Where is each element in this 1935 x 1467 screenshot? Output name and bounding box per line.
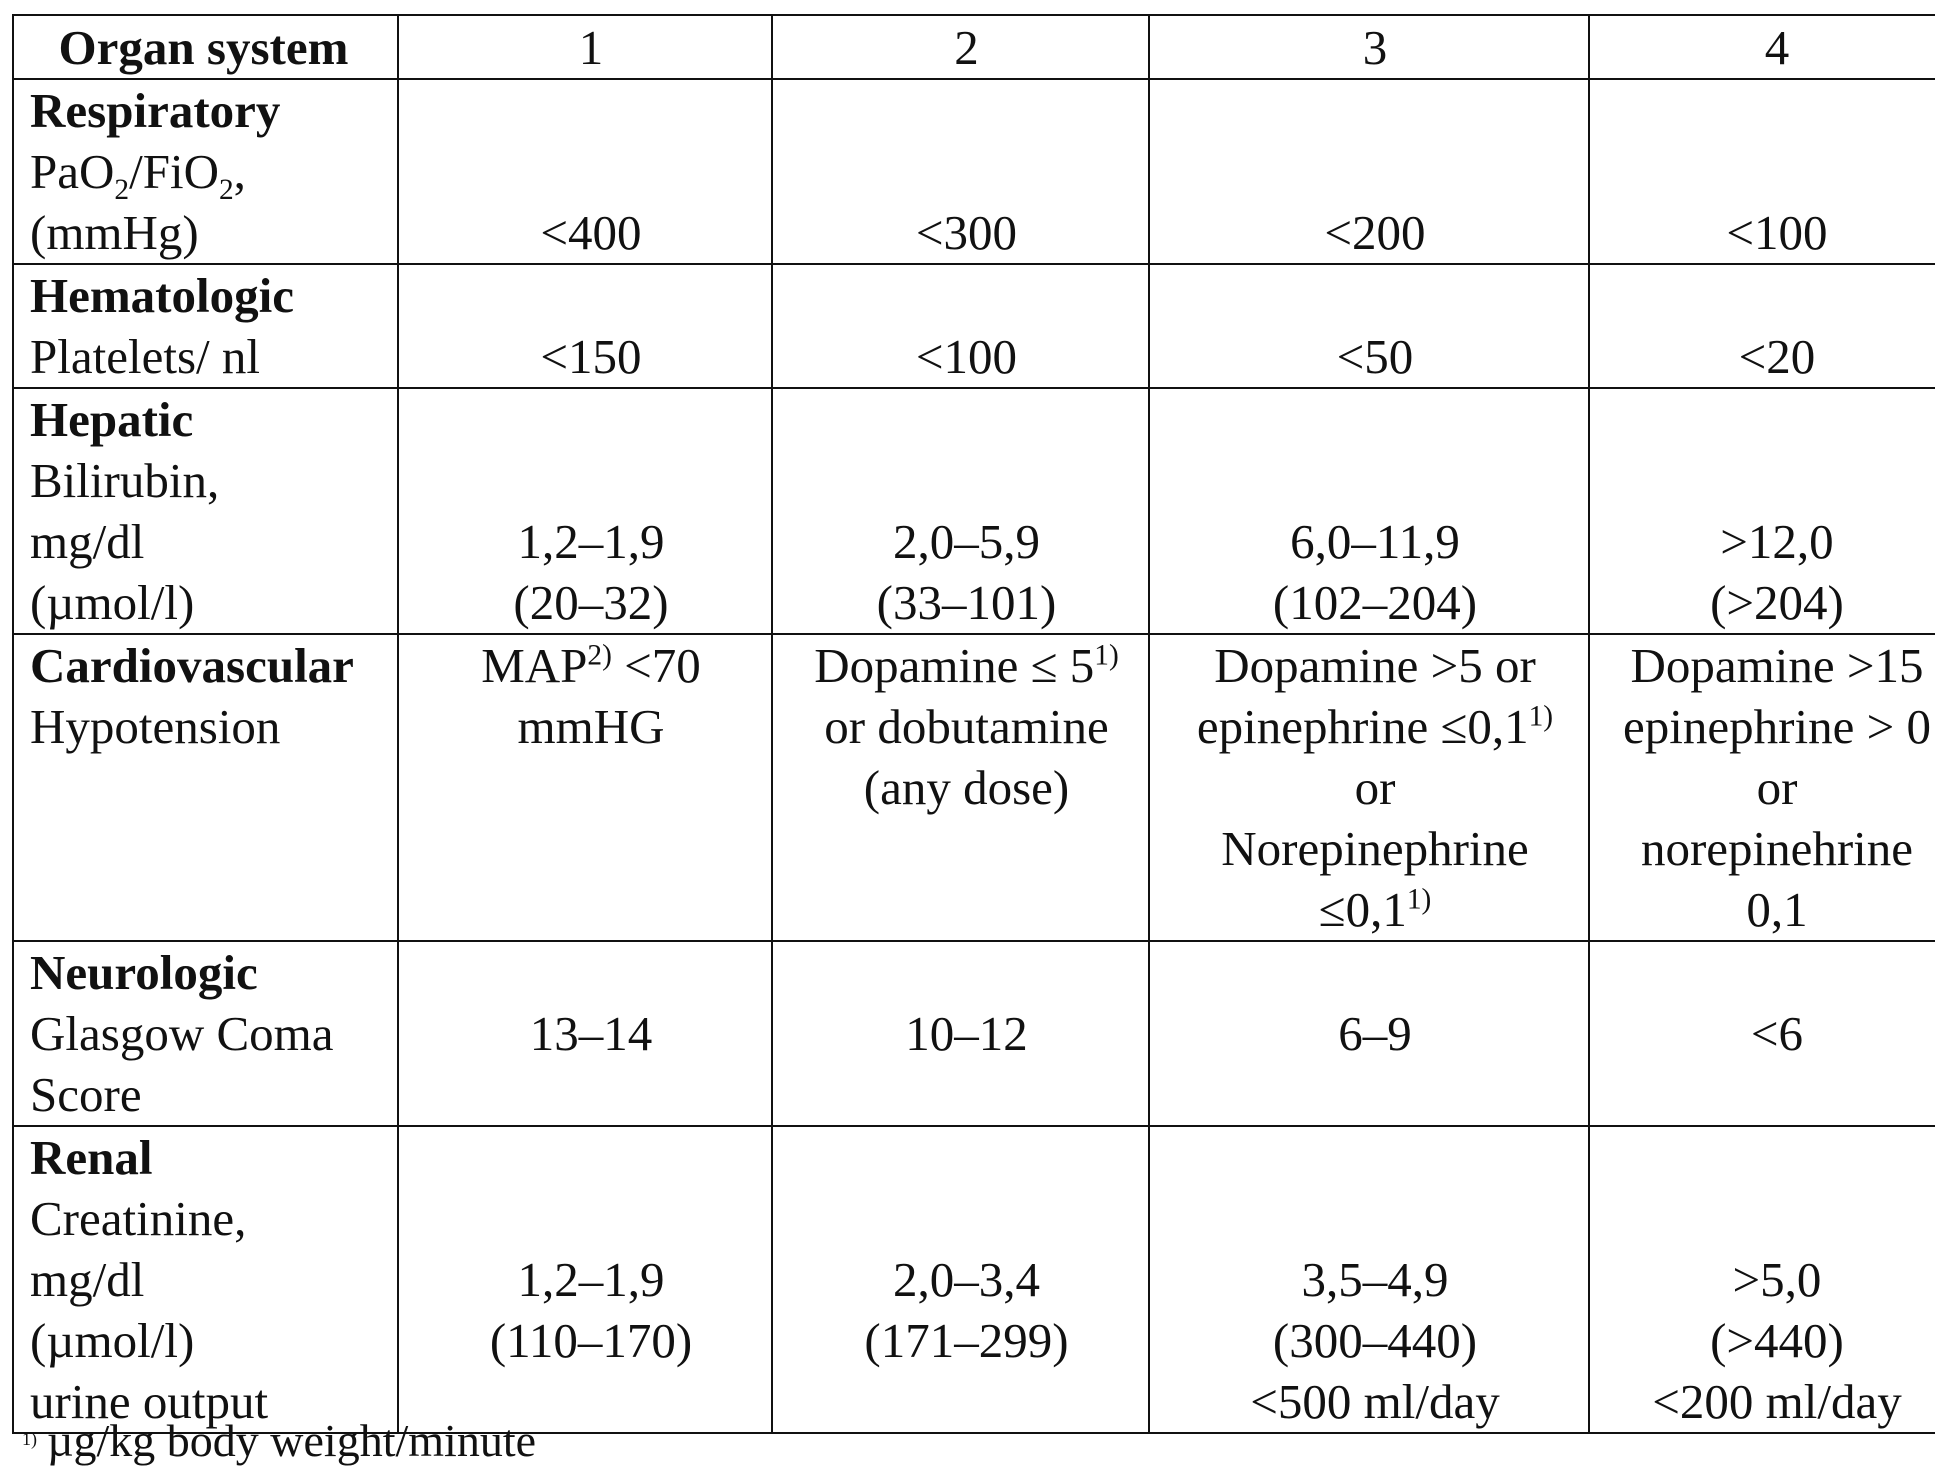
hematologic-label-cell — [13, 264, 398, 388]
hepatic-label-cell — [13, 388, 398, 634]
header-score-4: 4 — [1589, 15, 1935, 79]
header-score-2: 2 — [772, 15, 1149, 79]
hematologic-system-name: Hematologic — [30, 268, 294, 323]
renal-score-1: 1,2–1,9 (110–170) — [398, 1126, 772, 1433]
header-score-3: 3 — [1149, 15, 1589, 79]
neurologic-measure-2: Score — [30, 1067, 142, 1122]
respiratory-measure: PaO$_2$/FiO$_2$, — [30, 144, 246, 206]
cardiovascular-row — [13, 634, 1935, 941]
neurologic-measure-1: Glasgow Coma — [30, 1006, 334, 1061]
respiratory-score-4: <100 — [1589, 79, 1935, 264]
hepatic-score-1: 1,2–1,9 (20–32) — [398, 388, 772, 634]
hematologic-score-3: <50 — [1149, 264, 1589, 388]
renal-unit-urine: urine output — [30, 1374, 269, 1429]
respiratory-system-name: Respiratory — [30, 83, 281, 138]
renal-label-cell — [13, 1126, 398, 1433]
header-organ-system: Organ system — [13, 15, 398, 79]
renal-score-3: 3,5–4,9 (300–440) <500 ml/day — [1149, 1126, 1589, 1433]
cardiovascular-measure: Hypotension — [30, 699, 281, 754]
neurologic-score-1: 13–14 — [398, 941, 772, 1126]
respiratory-score-3: <200 — [1149, 79, 1589, 264]
cardiovascular-score-3: Dopamine >5 or epinephrine $\le 0,1^{1)}$ or Norepinephrine $\le 0,1^{1)}$ — [1149, 634, 1589, 941]
neurologic-score-4: <6 — [1589, 941, 1935, 1126]
neurologic-score-3: 6–9 — [1149, 941, 1589, 1126]
renal-score-4: >5,0 (>440) <200 ml/day — [1589, 1126, 1935, 1433]
renal-measure: Creatinine, — [30, 1191, 247, 1246]
neurologic-label-cell — [13, 941, 398, 1126]
hepatic-score-4: >12,0 (>204) — [1589, 388, 1935, 634]
respiratory-row — [13, 79, 1935, 264]
neurologic-row — [13, 941, 1935, 1126]
hematologic-score-2: <100 — [772, 264, 1149, 388]
hepatic-unit-umol: (µmol/l) — [30, 575, 195, 630]
respiratory-score-2: <300 — [772, 79, 1149, 264]
sofa-score-table — [12, 14, 1935, 1434]
cardiovascular-system-name: Cardiovascular — [30, 638, 354, 693]
renal-row — [13, 1126, 1935, 1433]
renal-unit-umol: (µmol/l) — [30, 1313, 195, 1368]
hematologic-score-4: <20 — [1589, 264, 1935, 388]
hematologic-measure: Platelets/ nl — [30, 329, 260, 384]
header-row — [13, 15, 1935, 79]
footnote-marker: 1) — [22, 1429, 37, 1449]
hepatic-row — [13, 388, 1935, 634]
respiratory-unit: (mmHg) — [30, 205, 199, 260]
renal-score-2: 2,0–3,4 (171–299) — [772, 1126, 1149, 1433]
hepatic-score-3: 6,0–11,9 (102–204) — [1149, 388, 1589, 634]
hepatic-score-2: 2,0–5,9 (33–101) — [772, 388, 1149, 634]
neurologic-score-2: 10–12 — [772, 941, 1149, 1126]
respiratory-label-cell — [13, 79, 398, 264]
sofa-table-container — [12, 14, 1935, 1434]
hematologic-score-1: <150 — [398, 264, 772, 388]
renal-system-name: Renal — [30, 1130, 153, 1185]
respiratory-score-1: <400 — [398, 79, 772, 264]
cardiovascular-score-1: $MAP^{2)} <70$ mmHG — [398, 634, 772, 941]
hepatic-unit-mg: mg/dl — [30, 514, 145, 569]
hematologic-row — [13, 264, 1935, 388]
renal-unit-mg: mg/dl — [30, 1252, 145, 1307]
footnote — [22, 1414, 536, 1467]
neurologic-system-name: Neurologic — [30, 945, 258, 1000]
hepatic-system-name: Hepatic — [30, 392, 194, 447]
cardiovascular-score-4: Dopamine >15 epinephrine > 0 or norepinehrine 0,1 — [1589, 634, 1935, 941]
hepatic-measure: Bilirubin, — [30, 453, 220, 508]
cardiovascular-label-cell — [13, 634, 398, 941]
header-score-1: 1 — [398, 15, 772, 79]
footnote-text: µg/kg body weight/minute — [47, 1415, 537, 1466]
cardiovascular-score-2: Dopamine ≤ $5^{1)}$ or dobutamine (any dose) — [772, 634, 1149, 941]
